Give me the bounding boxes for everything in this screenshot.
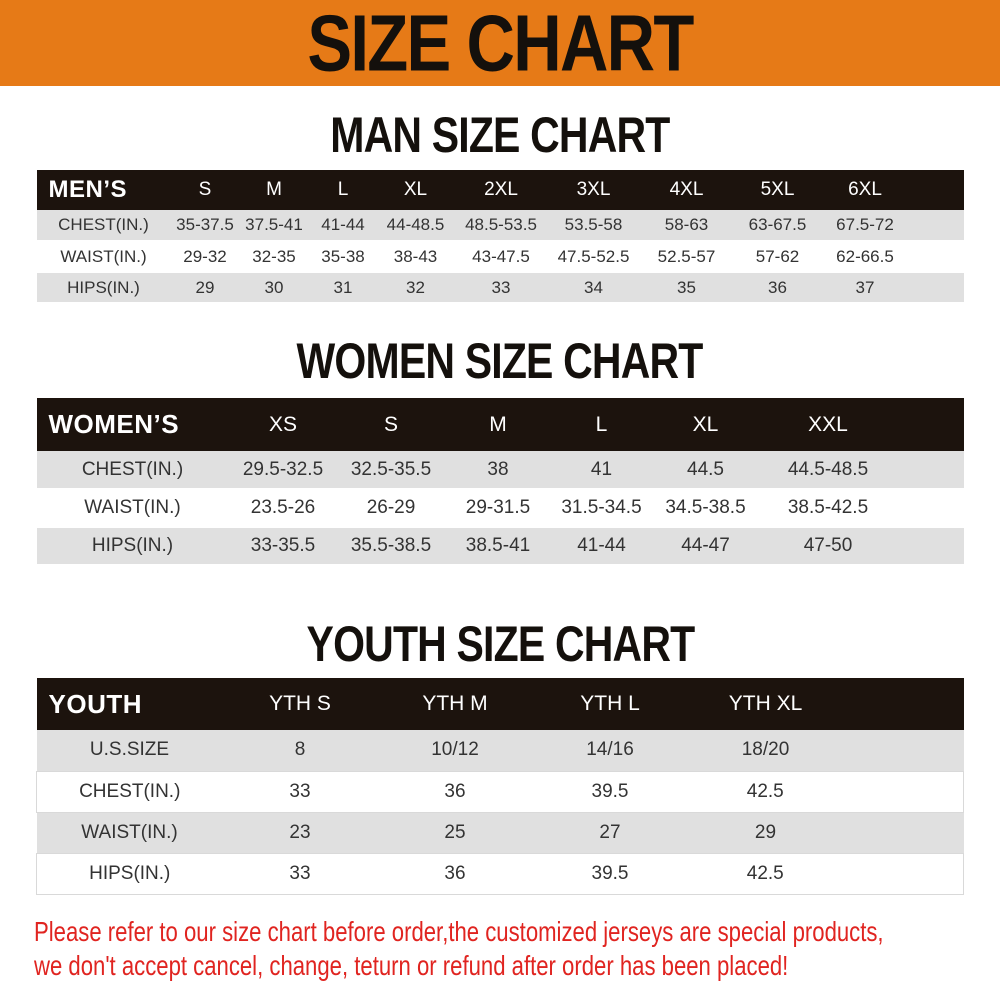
size-column-header: XXL <box>760 398 964 451</box>
size-value: 38.5-42.5 <box>760 489 964 527</box>
row-label: CHEST(IN.) <box>37 771 223 812</box>
size-value: 35.5-38.5 <box>338 527 445 565</box>
size-value: 36 <box>378 853 533 894</box>
size-value: 37 <box>821 272 964 303</box>
size-value: 48.5-53.5 <box>454 210 549 241</box>
youth-header-label: YOUTH <box>37 678 223 730</box>
size-value: 32 <box>378 272 454 303</box>
size-value: 27 <box>599 821 621 843</box>
size-column-header: YTH M <box>378 678 533 730</box>
size-value: 14/16 <box>586 739 634 761</box>
size-value: 44.5 <box>652 451 760 489</box>
size-column-header: M <box>445 398 552 451</box>
size-value: 67.5-72 <box>821 210 964 241</box>
size-value: 31 <box>309 272 378 303</box>
table-row <box>37 210 964 241</box>
size-value: 32-35 <box>240 241 309 272</box>
table-row <box>37 272 964 303</box>
size-value: 63-67.5 <box>735 210 821 241</box>
size-value: 44-48.5 <box>378 210 454 241</box>
size-column-header: XL <box>652 398 760 451</box>
size-value: 38 <box>445 451 552 489</box>
table-header-row <box>37 678 964 730</box>
row-label: WAIST(IN.) <box>37 241 171 272</box>
size-value: 31.5-34.5 <box>552 489 652 527</box>
size-value: 36 <box>735 272 821 303</box>
size-value: 38-43 <box>378 241 454 272</box>
size-column-header: M <box>240 170 309 210</box>
table-row <box>37 451 964 489</box>
size-value: 52.5-57 <box>639 241 735 272</box>
row-label: U.S.SIZE <box>89 739 170 761</box>
size-value: 25 <box>444 821 466 843</box>
size-value: 33-35.5 <box>229 527 338 565</box>
table-row <box>37 730 964 771</box>
size-value: 43-47.5 <box>454 241 549 272</box>
youth-size-table <box>36 678 964 895</box>
size-column-header: L <box>309 170 378 210</box>
size-value: 34.5-38.5 <box>652 489 760 527</box>
size-value: 33 <box>223 853 378 894</box>
size-value: 42.5 <box>688 853 964 894</box>
size-value: 47.5-52.5 <box>549 241 639 272</box>
size-value: 57-62 <box>735 241 821 272</box>
size-value: 34 <box>549 272 639 303</box>
row-label: WAIST(IN.) <box>37 489 229 527</box>
size-column-header: XS <box>229 398 338 451</box>
men-size-table <box>37 170 964 304</box>
size-column-header: YTH XL <box>688 678 964 730</box>
size-value: 29-32 <box>171 241 240 272</box>
size-value: 47-50 <box>760 527 964 565</box>
row-label: HIPS(IN.) <box>37 272 171 303</box>
size-value: 29 <box>171 272 240 303</box>
size-value: 53.5-58 <box>549 210 639 241</box>
size-value: 62-66.5 <box>821 241 964 272</box>
size-value: 35-37.5 <box>171 210 240 241</box>
size-value: 30 <box>240 272 309 303</box>
women-section-title: WOMEN SIZE CHART <box>297 333 703 389</box>
size-value: 26-29 <box>338 489 445 527</box>
table-row <box>37 812 964 853</box>
size-value: 33 <box>454 272 549 303</box>
table-row <box>37 527 964 565</box>
youth-size-chart-section <box>0 616 1000 895</box>
size-column-header: S <box>338 398 445 451</box>
disclaimer-note <box>34 915 1000 983</box>
size-value: 29-31.5 <box>445 489 552 527</box>
size-column-header: YTH S <box>223 678 378 730</box>
man-section-title: MAN SIZE CHART <box>330 107 670 163</box>
size-value: 41-44 <box>309 210 378 241</box>
size-column-header: 6XL <box>821 170 964 210</box>
size-column-header: S <box>171 170 240 210</box>
size-value: 44-47 <box>652 527 760 565</box>
size-column-header: 5XL <box>735 170 821 210</box>
size-value: 29 <box>754 821 777 843</box>
table-header-row <box>37 398 964 451</box>
size-value: 39.5 <box>533 771 688 812</box>
table-row <box>37 241 964 272</box>
size-column-header: 4XL <box>639 170 735 210</box>
size-value: 38.5-41 <box>445 527 552 565</box>
size-value: 41-44 <box>552 527 652 565</box>
size-value: 23 <box>289 821 311 843</box>
size-column-header: XL <box>378 170 454 210</box>
row-label: CHEST(IN.) <box>37 210 171 241</box>
size-value: 35 <box>639 272 735 303</box>
size-value: 8 <box>294 739 306 761</box>
man-size-chart-section <box>0 107 1000 304</box>
size-value: 39.5 <box>533 853 688 894</box>
row-label: WAIST(IN.) <box>81 821 178 843</box>
row-label: HIPS(IN.) <box>37 527 229 565</box>
women-size-table <box>37 398 964 566</box>
size-value: 37.5-41 <box>240 210 309 241</box>
size-column-header: L <box>552 398 652 451</box>
table-row <box>37 489 964 527</box>
women-header-label: WOMEN’S <box>37 398 229 451</box>
size-chart-banner <box>0 0 1000 86</box>
size-value: 23.5-26 <box>229 489 338 527</box>
disclaimer-line-1: Please refer to our size chart before order,the customized jerseys are special products, <box>34 915 884 947</box>
table-row <box>37 853 964 894</box>
size-value: 33 <box>223 771 378 812</box>
man-header-label: MEN’S <box>37 170 171 210</box>
size-value: 36 <box>378 771 533 812</box>
size-column-header: 2XL <box>454 170 549 210</box>
size-value: 18/20 <box>741 739 790 761</box>
size-value: 10/12 <box>431 739 479 761</box>
size-column-header: YTH L <box>533 678 688 730</box>
size-value: 35-38 <box>309 241 378 272</box>
disclaimer-line-2: we don't accept cancel, change, teturn or refund after order has been placed! <box>34 949 789 981</box>
table-row <box>37 771 964 812</box>
size-value: 41 <box>552 451 652 489</box>
size-value: 42.5 <box>688 771 964 812</box>
size-value: 44.5-48.5 <box>760 451 964 489</box>
size-column-header: 3XL <box>549 170 639 210</box>
youth-section-title: YOUTH SIZE CHART <box>306 616 694 672</box>
size-value: 58-63 <box>639 210 735 241</box>
table-header-row <box>37 170 964 210</box>
size-value: 29.5-32.5 <box>229 451 338 489</box>
women-size-chart-section <box>0 333 1000 566</box>
size-value: 32.5-35.5 <box>338 451 445 489</box>
row-label: HIPS(IN.) <box>37 853 223 894</box>
row-label: CHEST(IN.) <box>37 451 229 489</box>
banner-title: SIZE CHART <box>307 0 693 88</box>
